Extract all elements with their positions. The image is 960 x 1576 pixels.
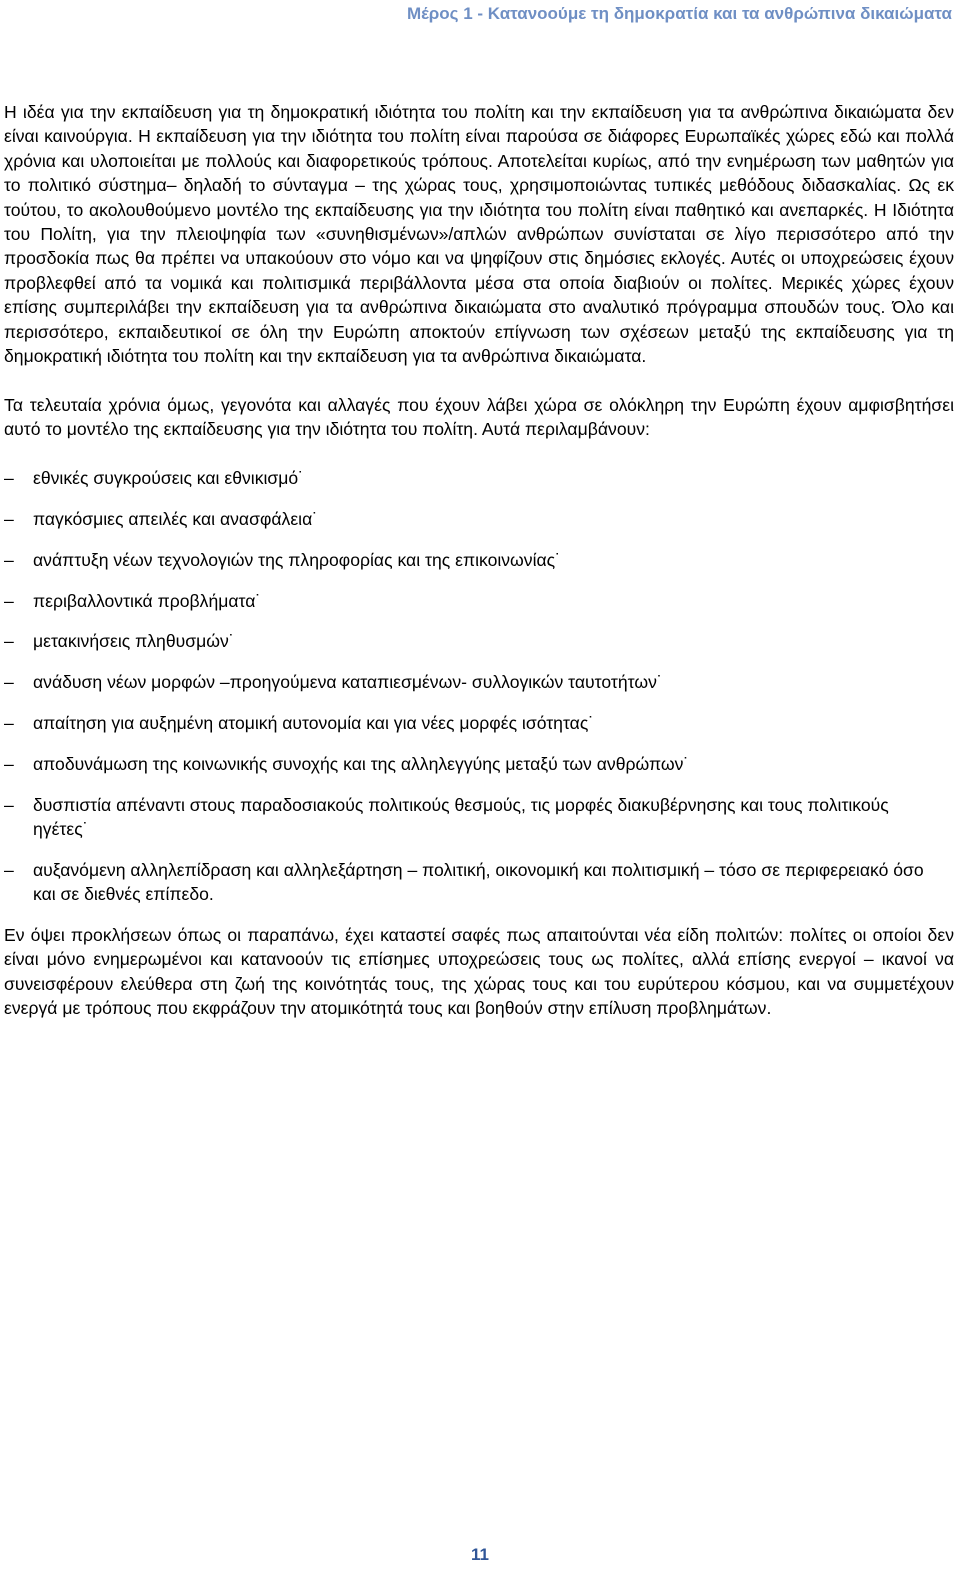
list-item-text: εθνικές συγκρούσεις και εθνικισμό˙ <box>33 468 305 489</box>
dash-marker: – <box>4 631 14 652</box>
list-item <box>4 858 954 907</box>
page-number: 11 <box>471 1545 489 1564</box>
paragraph-conclusion: Εν όψει προκλήσεων όπως οι παραπάνω, έχει καταστεί σαφές πως απαιτούνται νέα είδη πολιτών: πολίτες οι οποίοι δεν είναι μόνο ενημερωμένοι και κατανοούν τις επίσημες υποχρεώσεις τους ως πολίτες, αλλά επίσης ενεργοί – ικανοί να συνεισφέρουν ελεύθερα στη ζωή της κοινότητάς τους, της χώρας τους και του ευρύτερου κόσμου, και να συμμετέχουν ενεργά με τρόπους που εκφράζουν την ατομικότητά τους και βοηθούν στην επίλυση προβλημάτων. <box>4 925 954 1019</box>
list-item <box>4 466 954 490</box>
dash-marker: – <box>4 590 14 611</box>
list-item <box>4 629 954 653</box>
running-header: Μέρος 1 - Κατανοούμε τη δημοκρατία και τα ανθρώπινα δικαιώματα <box>406 4 952 23</box>
list-item <box>4 589 954 613</box>
list-item <box>4 548 954 572</box>
list-item-text: δυσπιστία απέναντι στους παραδοσιακούς πολιτικούς θεσμούς, τις μορφές διακυβέρνησης και τους πολιτικούς ηγέτες˙ <box>33 794 889 840</box>
list-item <box>4 711 954 735</box>
document-body <box>4 100 954 1021</box>
list-item-text: περιβαλλοντικά προβλήματα˙ <box>33 590 262 611</box>
dash-marker: – <box>4 509 14 530</box>
dash-marker: – <box>4 672 14 693</box>
paragraph-challenges: Τα τελευταία χρόνια όμως, γεγονότα και αλλαγές που έχουν λάβει χώρα σε ολόκληρη την Ευρώπη έχουν αμφισβητήσει αυτό το μοντέλο της εκπαίδευσης για την ιδιότητα του πολίτη. Αυτά περιλαμβάνουν: <box>4 394 954 440</box>
list-item <box>4 670 954 694</box>
dash-marker: – <box>4 859 14 880</box>
list-item-text: ανάδυση νέων μορφών –προηγούμενα καταπιεσμένων- συλλογικών ταυτοτήτων˙ <box>33 672 663 693</box>
list-item-text: μετακινήσεις πληθυσμών˙ <box>33 631 235 652</box>
list-item-text: αποδυνάμωση της κοινωνικής συνοχής και της αλληλεγγύης μεταξύ των ανθρώπων˙ <box>33 753 690 774</box>
dash-marker: – <box>4 753 14 774</box>
list-item-text: απαίτηση για αυξημένη ατομική αυτονομία και για νέες μορφές ισότητας˙ <box>33 713 595 734</box>
list-item <box>4 507 954 531</box>
list-item-text: αυξανόμενη αλληλεπίδραση και αλληλεξάρτηση – πολιτική, οικονομική και πολιτισμική – τόσο σε περιφερειακό όσο και σε διεθνές επίπεδο. <box>33 859 924 905</box>
dash-marker: – <box>4 713 14 734</box>
paragraph-intro: Η ιδέα για την εκπαίδευση για τη δημοκρατική ιδιότητα του πολίτη και την εκπαίδευση για τα ανθρώπινα δικαιώματα δεν είναι καινούργια. Η εκπαίδευση για την ιδιότητα του πολίτη είναι παρούσα σε διάφορες Ευρωπαϊκές χώρες εδώ και πολλά χρόνια και υλοποιείται με πολλούς και διαφορετικούς τρόπους. Αποτελείται κυρίως, από την ενημέρωση των μαθητών για το πολιτικό σύστημα– δηλαδή το σύνταγμα – της χώρας τους, χρησιμοποιώντας τυπικές μεθόδους διδασκαλίας. Ως εκ τούτου, το ακολουθούμενο μοντέλο της εκπαίδευσης για την ιδιότητα του πολίτη είναι παθητικό και ανεπαρκές. Η Ιδιότητα του Πολίτη, για την πλειοψηφία των «συνηθισμένων»/απλών ανθρώπων συνίσταται σε λίγο περισσότερο από την προσδοκία πως θα πρέπει να υπακούουν στο νόμο και να ψηφίζουν στις δημόσιες εκλογές. Αυτές οι υποχρεώσεις έχουν προβλεφθεί από τα νομικά και πολιτισμικά περιβάλλοντα μέσα στα οποία διαβιούν οι πολίτες. Μερικές χώρες έχουν επίσης συμπεριλάβει την εκπαίδευση για τα ανθρώπινα δικαιώματα στο αναλυτικό πρόγραμμα σπουδών τους. Όλο και περισσότερο, εκπαιδευτικοί σε όλη την Ευρώπη αποκτούν επίγνωση των σχέσεων μεταξύ της εκπαίδευσης για τη δημοκρατική ιδιότητα του πολίτη και την εκπαίδευση για τα ανθρώπινα δικαιώματα. <box>4 102 954 367</box>
dash-marker: – <box>4 468 14 489</box>
dash-marker: – <box>4 794 14 815</box>
list-item-text: ανάπτυξη νέων τεχνολογιών της πληροφορίας και της επικοινωνίας˙ <box>33 549 562 570</box>
list-item <box>4 752 954 776</box>
list-item-text: παγκόσμιες απειλές και ανασφάλεια˙ <box>33 509 319 530</box>
list-item <box>4 793 954 842</box>
challenges-list <box>4 466 954 906</box>
dash-marker: – <box>4 549 14 570</box>
